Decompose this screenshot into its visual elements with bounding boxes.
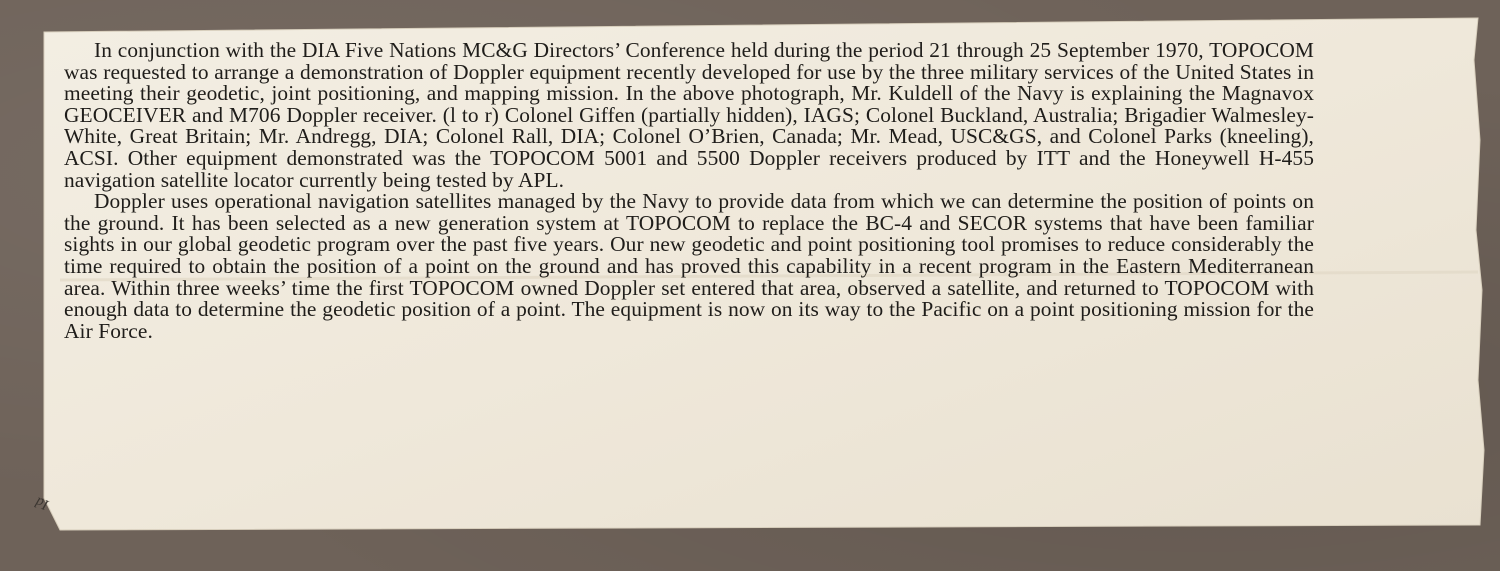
article-text [64, 40, 1314, 342]
article-paragraph-2: Doppler uses operational navigation satellites managed by the Navy to provide data from which we can determine the position of points on the ground. It has been selected as a new generation system at TOPOCOM to replace the BC-4 and SECOR systems that have been familiar sights in our global geodetic program over the past five years. Our new geodetic and point positioning tool promises to reduce considerably the time required to obtain the position of a point on the ground and has proved this capability in a recent program in the Eastern Mediterranean area. Within three weeks’ time the first TOPOCOM owned Doppler set entered that area, observed a satellite, and returned to TOPOCOM with enough data to determine the geodetic position of a point. The equipment is now on its way to the Pacific on a point positioning mission for the Air Force. [64, 189, 1314, 343]
article-paragraph-1: In conjunction with the DIA Five Nations MC&G Directors’ Conference held during the period 21 through 25 September 1970, TOPOCOM was requested to arrange a demonstration of Doppler equipment recently developed for use by the three military services of the United States in meeting their geodetic, joint positioning, and mapping mission. In the above photograph, Mr. Kuldell of the Navy is explaining the Magnavox GEOCEIVER and M706 Doppler receiver. (l to r) Colonel Giffen (partially hidden), IAGS; Colonel Buckland, Australia; Brigadier Walmesley-White, Great Britain; Mr. Andregg, DIA; Colonel Rall, DIA; Colonel O’Brien, Canada; Mr. Mead, USC&GS, and Colonel Parks (kneeling), ACSI. Other equipment demonstrated was the TOPOCOM 5001 and 5500 Doppler receivers produced by ITT and the Honeywell H-455 navigation satellite locator currently being tested by APL. [64, 38, 1314, 192]
handwritten-corner-mark: Id [33, 493, 51, 513]
